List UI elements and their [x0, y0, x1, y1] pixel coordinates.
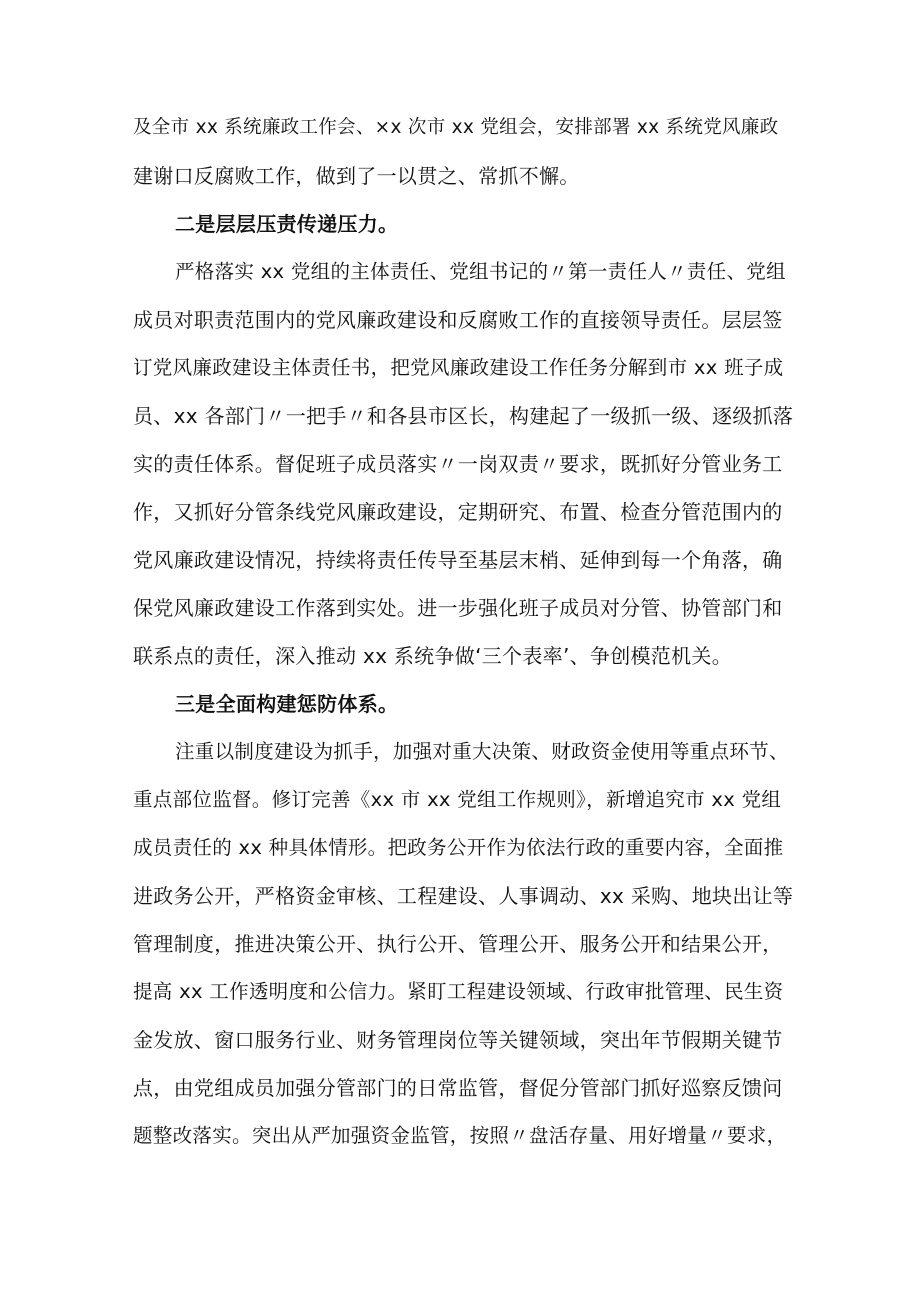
text-line: 作，又抓好分管条线党风廉政建设，定期研究、布置、检查分管范围内的	[133, 500, 783, 524]
text-line: 订党风廉政建设主体责任书，把党风廉政建设工作任务分解到市 xx 班子成	[133, 356, 784, 379]
text-line: 实的责任体系。督促班子成员落实〃一岗双责〃要求，既抓好分管业务工	[133, 452, 783, 476]
paragraph-first-line: 注重以制度建设为抓手，加强对重大决策、财政资金使用等重点环节、	[175, 740, 789, 763]
text-line: 成员对职责范围内的党风廉政建设和反腐败工作的直接领导责任。层层签	[133, 308, 783, 332]
paragraph-first-line: 严格落实 xx 党组的主体责任、党组书记的〃第一责任人〃责任、党组	[175, 260, 786, 283]
text-line: 成员责任的 xx 种具体情形。把政务公开作为依法行政的重要内容，全面推	[133, 836, 784, 859]
text-line: 保党风廉政建设工作落到实处。进一步强化班子成员对分管、协管部门和	[133, 596, 783, 620]
text-line: 管理制度，推进决策公开、执行公开、管理公开、服务公开和结果公开，	[133, 932, 783, 956]
text-line: 金发放、窗口服务行业、财务管理岗位等关键领域，突出年节假期关键节	[133, 1028, 783, 1052]
section-heading: 三是全面构建惩防体系。	[175, 692, 399, 716]
text-line: 党风廉政建设情况，持续将责任传导至基层末梢、延伸到每一个角落，确	[133, 548, 783, 572]
text-line: 联系点的责任，深入推动 xx 系统争做‘三个表率’、争创模范机关。	[133, 644, 733, 668]
text-line: 建谢口反腐败工作，做到了一以贯之、常抓不懈。	[133, 164, 580, 188]
text-line: 重点部位监督。修订完善《xx 市 xx 党组工作规则》，新增追究市 xx 党组	[133, 788, 782, 811]
text-line: 员、xx 各部门〃一把手〃和各县市区长，构建起了一级抓一级、逐级抓落	[133, 404, 794, 428]
text-line: 点，由党组成员加强分管部门的日常监管，督促分管部门抓好巡察反馈问	[133, 1076, 783, 1100]
section-heading: 二是层层压责传递压力。	[175, 212, 399, 236]
text-line: 题整改落实。突出从严加强资金监管，按照〃盘活存量、用好增量〃要求，	[133, 1124, 787, 1147]
text-line: 进政务公开，严格资金审核、工程建设、人事调动、xx 采购、地块出让等	[133, 884, 794, 908]
text-line: 提高 xx 工作透明度和公信力。紧盯工程建设领域、行政审批管理、民生资	[133, 980, 784, 1003]
text-line: 及全市 xx 系统廉政工作会、×x 次市 xx 党组会，安排部署 xx 系统党风廉政	[133, 117, 779, 138]
document-body	[133, 104, 793, 1160]
